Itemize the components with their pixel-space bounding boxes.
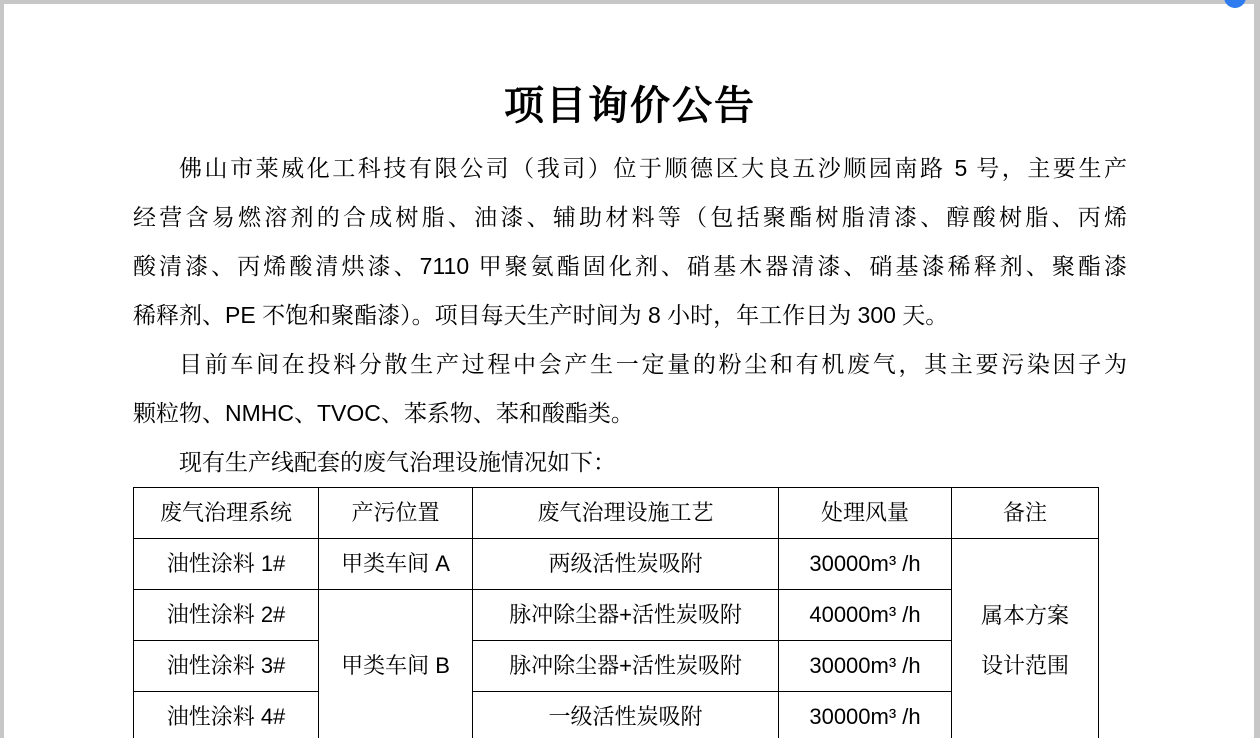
- cell-remark-merged: [952, 539, 1099, 738]
- remark-line: 属本方案: [980, 602, 1069, 628]
- document-title: 项目询价公告: [504, 84, 756, 128]
- paragraph-line: 稀释剂、PE 不饱和聚酯漆）。项目每天生产时间为 8 小时，年工作日为 300 天。: [133, 302, 949, 328]
- cell-system: 油性涂料 4#: [134, 692, 319, 738]
- remark-line: 设计范围: [980, 652, 1069, 678]
- paragraph-line: 现有生产线配套的废气治理设施情况如下：: [179, 449, 616, 475]
- header-location: 产污位置: [319, 488, 473, 539]
- paragraph-line: 佛山市莱威化工科技有限公司（我司）位于顺德区大良五沙顺园南路 5 号，主要生产: [179, 155, 1127, 181]
- cell-system: 油性涂料 3#: [134, 641, 319, 692]
- paragraph-line: 颗粒物、NMHC、TVOC、苯系物、苯和酸酯类。: [133, 400, 634, 426]
- cell-airflow: 30000m³ /h: [779, 641, 952, 692]
- cell-process: 两级活性炭吸附: [473, 539, 779, 590]
- cell-airflow: 30000m³ /h: [779, 692, 952, 738]
- cell-location: 甲类车间 A: [319, 539, 473, 590]
- cell-process: 脉冲除尘器+活性炭吸附: [473, 590, 779, 641]
- document-page: [4, 4, 1254, 738]
- header-airflow: 处理风量: [779, 488, 952, 539]
- header-process: 废气治理设施工艺: [473, 488, 779, 539]
- paragraph-line: 酸清漆、丙烯酸清烘漆、7110 甲聚氨酯固化剂、硝基木器清漆、硝基漆稀释剂、聚酯漆: [133, 253, 1127, 279]
- cell-airflow: 40000m³ /h: [779, 590, 952, 641]
- page-content: [4, 82, 1127, 738]
- document-body: [133, 144, 1127, 487]
- cell-system: 油性涂料 2#: [134, 590, 319, 641]
- cell-process: 一级活性炭吸附: [473, 692, 779, 738]
- cell-airflow: 30000m³ /h: [779, 539, 952, 590]
- paragraph-line: 经营含易燃溶剂的合成树脂、油漆、辅助材料等（包括聚酯树脂清漆、醇酸树脂、丙烯: [133, 204, 1127, 230]
- paragraph-line: 目前车间在投料分散生产过程中会产生一定量的粉尘和有机废气，其主要污染因子为: [179, 351, 1127, 377]
- cell-process: 脉冲除尘器+活性炭吸附: [473, 641, 779, 692]
- floating-action-button[interactable]: [1224, 0, 1246, 8]
- cell-system: 油性涂料 1#: [134, 539, 319, 590]
- table-header-row: [134, 488, 1099, 539]
- header-remark: 备注: [952, 488, 1099, 539]
- header-system: 废气治理系统: [134, 488, 319, 539]
- table-row: [134, 539, 1099, 590]
- cell-location-merged: 甲类车间 B: [319, 590, 473, 738]
- waste-gas-treatment-table: [133, 487, 1099, 738]
